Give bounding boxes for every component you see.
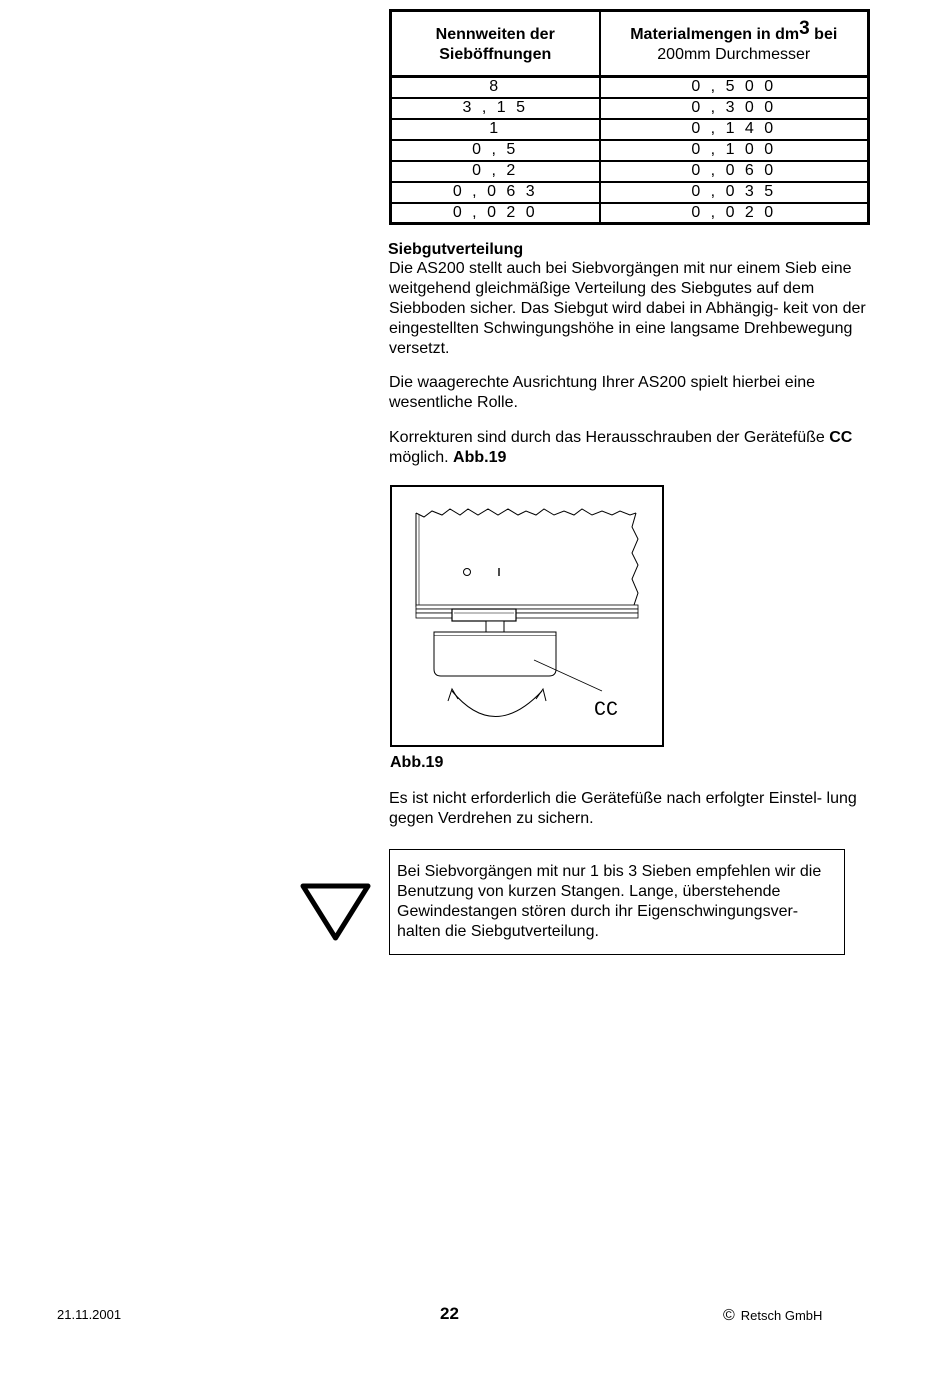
broken-side-line: [632, 513, 638, 605]
paragraph-leveling: Die waagerechte Ausrichtung Ihrer AS200 spielt hierbei eine wesentliche Rolle.: [389, 374, 816, 411]
power-off-symbol: [464, 569, 471, 576]
table-row: [391, 77, 869, 98]
base-plate-3: [416, 613, 638, 618]
corrections-text: Korrekturen sind durch das Herausschrauben der Gerätefüße: [389, 429, 825, 446]
arrowhead-left-icon: [448, 689, 458, 701]
amount-cell: 0 , 3 0 0: [600, 98, 869, 119]
base-plate-2: [416, 609, 638, 613]
section-heading: Siebgutverteilung: [388, 241, 524, 258]
header-quantities-bei: bei: [809, 25, 838, 43]
company-name: Retsch GmbH: [740, 1308, 823, 1323]
opening-cell: 0 , 0 6 3: [391, 182, 600, 203]
rotation-arrow-icon: [452, 691, 542, 717]
foot-body: [434, 636, 556, 676]
foot-bracket: [452, 609, 516, 621]
note-box: [389, 849, 845, 955]
broken-edge-line: [416, 509, 636, 517]
device-foot-illustration: [392, 487, 662, 745]
amount-cell: 0 , 1 4 0: [600, 119, 869, 140]
column-header-openings: [391, 11, 600, 77]
table-row: [391, 182, 869, 203]
header-openings-line1: Nennweiten der: [435, 25, 555, 43]
copyright-symbol: ©: [723, 1307, 735, 1324]
amount-cell: 0 , 5 0 0: [600, 77, 869, 98]
opening-cell: 0 , 2: [391, 161, 600, 182]
opening-cell: 0 , 0 2 0: [391, 203, 600, 224]
amount-cell: 0 , 1 0 0: [600, 140, 869, 161]
table-row: [391, 161, 869, 182]
opening-cell: 8: [391, 77, 600, 98]
amount-cell: 0 , 0 6 0: [600, 161, 869, 182]
footer-copyright: [723, 1307, 822, 1325]
table-header-row: [391, 11, 869, 77]
callout-label-cc: CC: [594, 699, 619, 722]
table-row: [391, 119, 869, 140]
amount-cell: 0 , 0 3 5: [600, 182, 869, 203]
header-quantities-label: Materialmengen in dm: [630, 25, 800, 43]
table-row: [391, 98, 869, 119]
figure-reference: Abb.19: [453, 449, 507, 466]
opening-cell: 3 , 1 5: [391, 98, 600, 119]
paragraph-corrections: [389, 428, 869, 468]
corrections-text-mid: möglich.: [389, 449, 454, 466]
figure-device-foot: [390, 485, 664, 747]
warning-triangle-icon: [299, 882, 372, 942]
opening-cell: 1: [391, 119, 600, 140]
figure-caption: Abb.19: [390, 754, 444, 771]
amount-cell: 0 , 0 2 0: [600, 203, 869, 224]
table-row: [391, 203, 869, 224]
sieve-capacity-table: [389, 9, 870, 225]
base-plate-1: [416, 605, 638, 609]
header-openings-line2: Sieböffnungen: [439, 45, 552, 63]
header-diameter-note: 200mm Durchmesser: [657, 45, 811, 63]
header-unit-exponent: 3: [799, 17, 810, 39]
foot-stem: [486, 621, 504, 632]
opening-cell: 0 , 5: [391, 140, 600, 161]
footer-date: 21.11.2001: [57, 1307, 122, 1322]
cc-reference: CC: [829, 429, 853, 446]
table-row: [391, 140, 869, 161]
foot-top-rim: [434, 632, 556, 636]
note-text: Bei Siebvorgängen mit nur 1 bis 3 Sieben empfehlen wir die Benutzung von kurzen Stangen. Lange, überstehende Gewindestangen stören durch ihr Eigenschwingungsver- halten die Siebgutverteilung.: [397, 863, 822, 940]
page-number: 22: [440, 1304, 459, 1323]
paragraph-distribution: Die AS200 stellt auch bei Siebvorgängen mit nur einem Sieb eine weitgehend gleichmäßige Verteilung des Siebgutes auf dem Siebboden sicher. Das Siebgut wird dabei in Abhängig- keit von der eingestellten Schwingungshöhe in eine langsame Drehbewegung versetzt.: [389, 260, 866, 357]
column-header-quantities: [600, 11, 869, 77]
paragraph-no-securing: Es ist nicht erforderlich die Gerätefüße nach erfolgter Einstel- lung gegen Verdrehen zu sichern.: [389, 790, 857, 827]
